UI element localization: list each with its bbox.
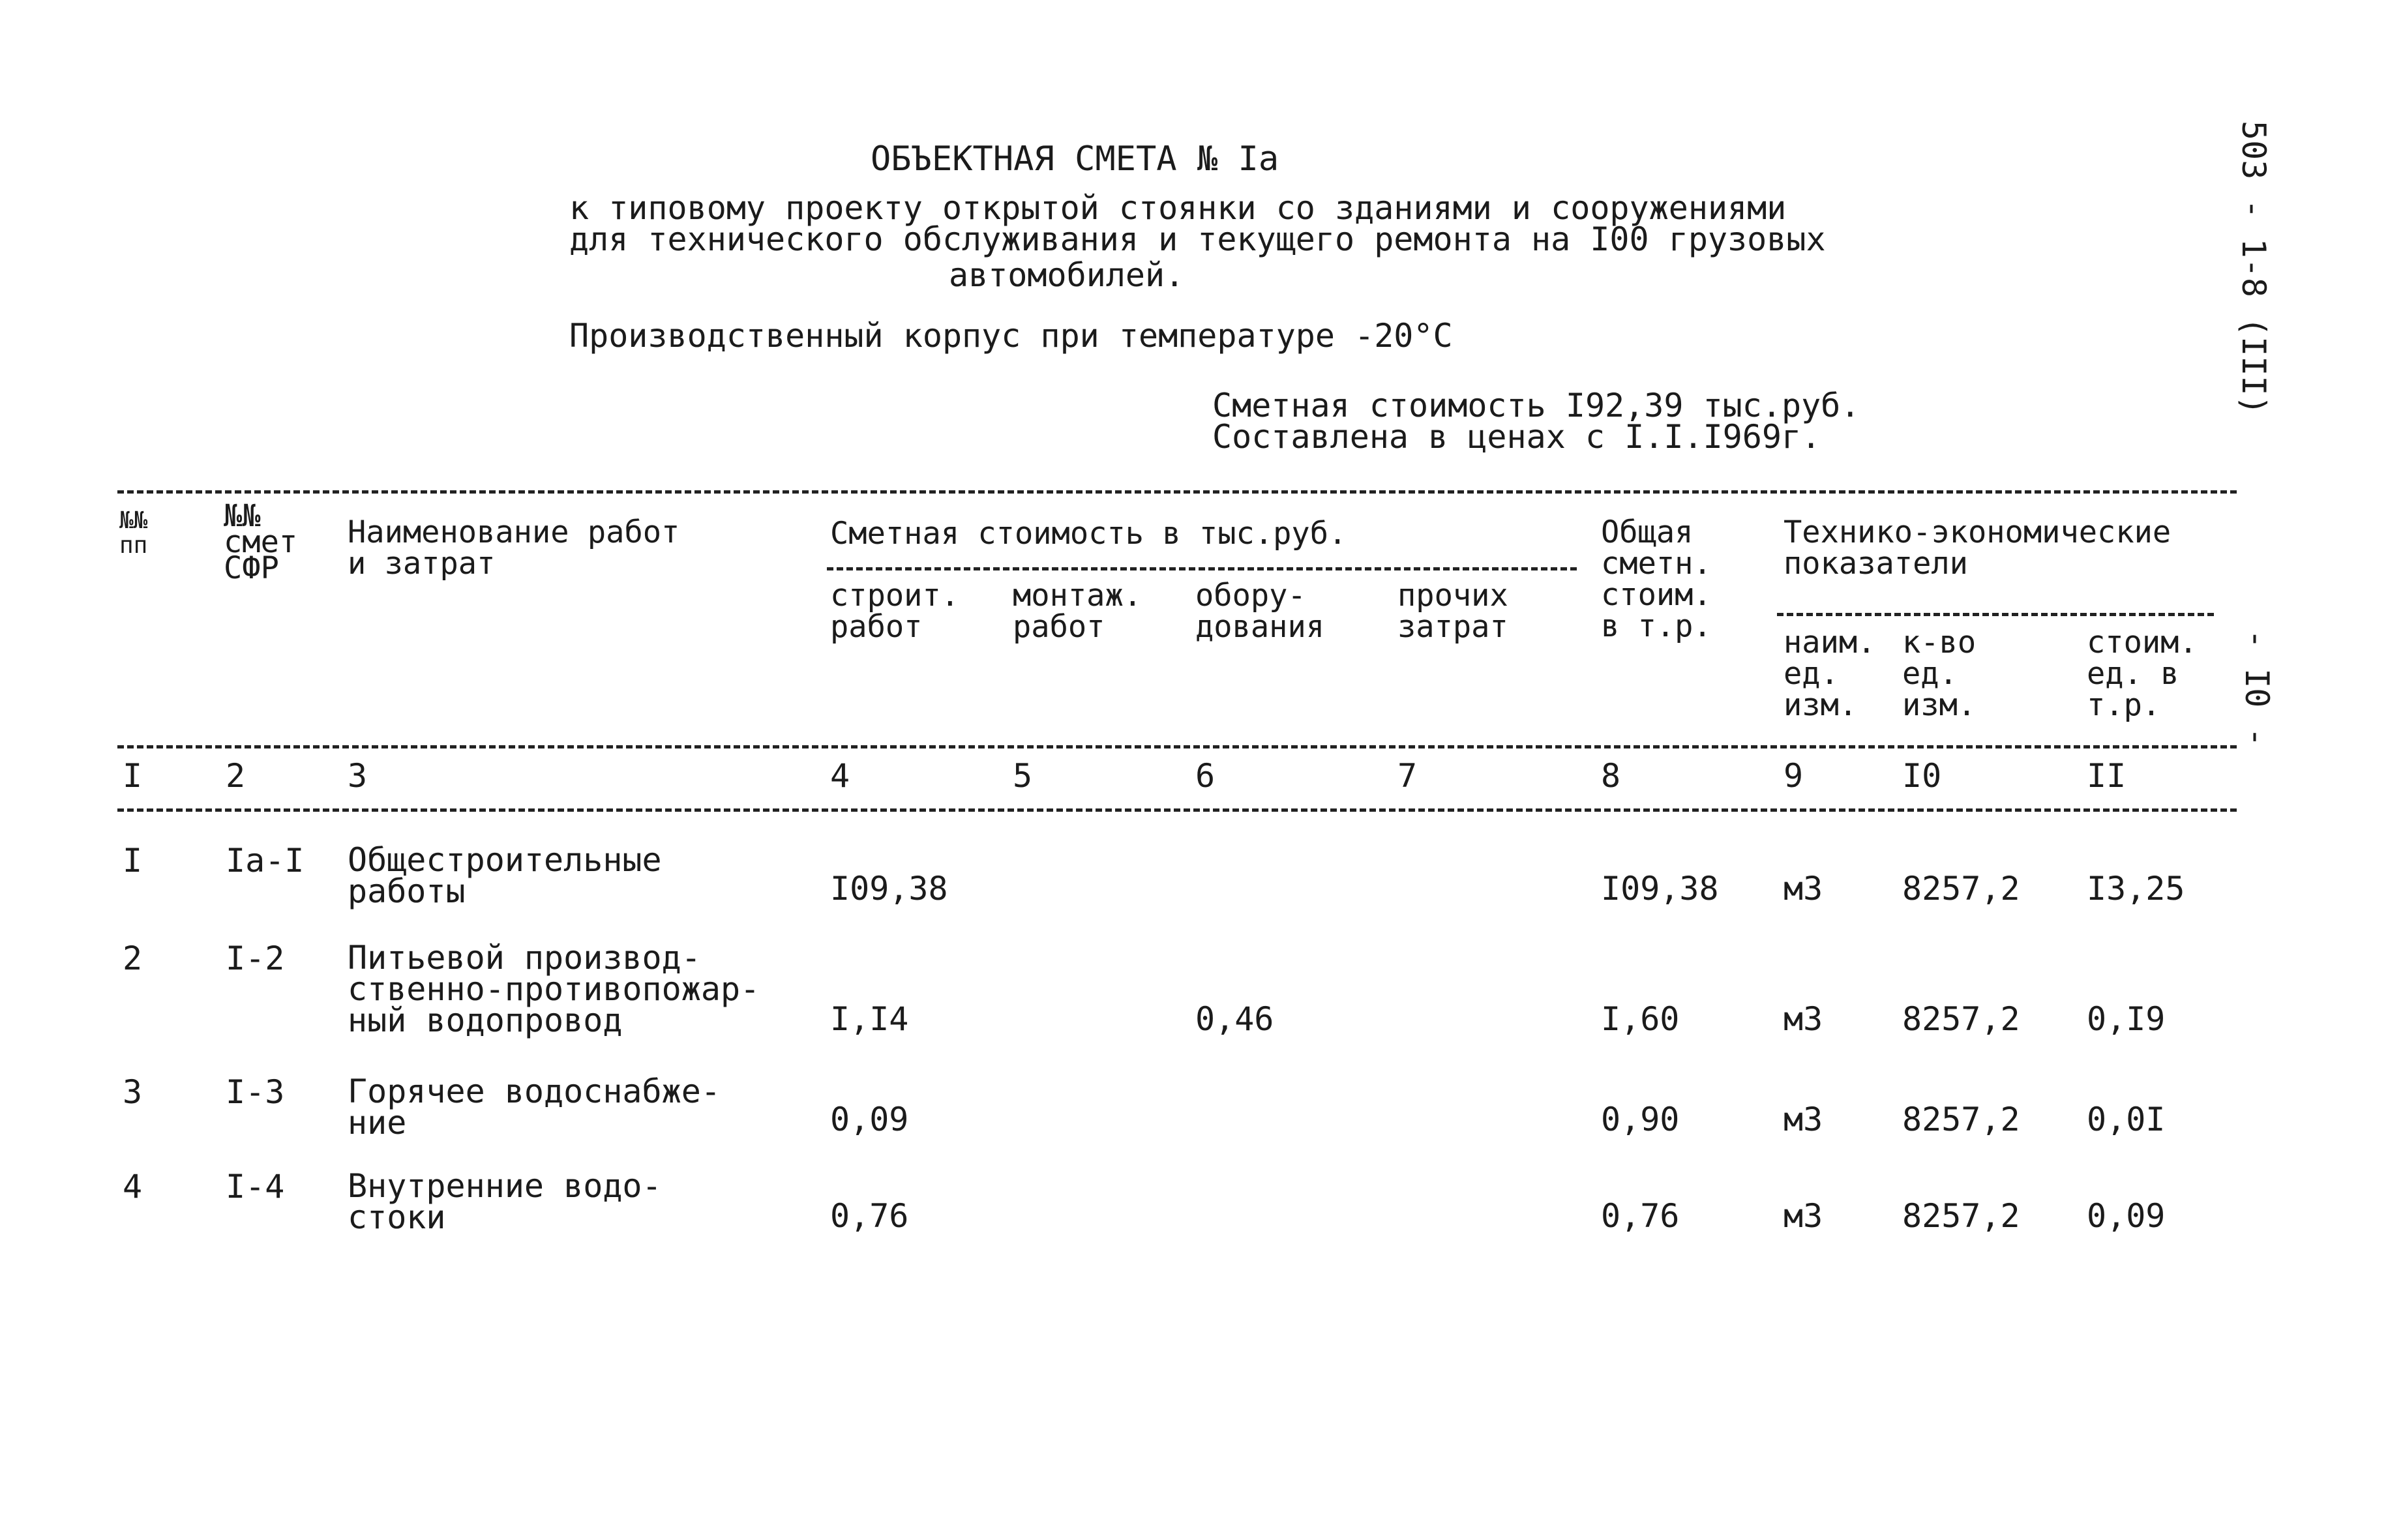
unit-cost: 0,09: [2087, 1197, 2166, 1235]
header-smeta-number: №№ смет СФР: [224, 498, 298, 586]
header-total: Общая сметн. стоим. в т.р.: [1601, 514, 1712, 644]
unit-name: м3: [1784, 1101, 1823, 1138]
smeta-number: I-2: [226, 940, 285, 977]
header-unit: наим. ед. изм.: [1784, 625, 1876, 723]
column-number: 3: [348, 757, 368, 795]
header-cost-group: Сметная стоимость в тыс.руб.: [830, 516, 1347, 552]
total-cost: I,60: [1601, 1000, 1680, 1038]
document-title: ОБЪЕКТНАЯ СМЕТА № Iа: [871, 140, 1279, 179]
construction-cost: 0,76: [830, 1197, 909, 1235]
header-quantity: к-во ед. изм.: [1902, 625, 1977, 723]
column-number: 5: [1013, 757, 1033, 795]
column-number: 2: [226, 757, 246, 795]
unit-name: м3: [1784, 1000, 1823, 1038]
header-equipment: обору- дования: [1195, 578, 1325, 645]
building-name: Производственный корпус при температуре -20°C: [569, 317, 1453, 355]
work-name: Общестроительные работы: [348, 841, 662, 910]
unit-cost: 0,0I: [2087, 1101, 2166, 1138]
column-number: 9: [1784, 757, 1804, 795]
column-number: I0: [1902, 757, 1942, 795]
unit-cost: I3,25: [2087, 870, 2185, 908]
unit-quantity: 8257,2: [1902, 1101, 2020, 1138]
row-number: 4: [123, 1168, 143, 1206]
unit-quantity: 8257,2: [1902, 870, 2020, 908]
equipment-cost: 0,46: [1195, 1000, 1274, 1038]
page-number: - I0 -: [2238, 629, 2276, 747]
document-subtitle-end: автомобилей.: [949, 256, 1185, 294]
total-cost: 0,76: [1601, 1197, 1680, 1235]
smeta-number: I-3: [226, 1073, 285, 1111]
header-tep-group: Технико-экономические показатели: [1784, 514, 2172, 582]
construction-cost: I09,38: [830, 870, 948, 908]
tep-group-rule: [1777, 613, 2214, 616]
column-number: 4: [830, 757, 850, 795]
unit-name: м3: [1784, 1197, 1823, 1235]
row-number: I: [123, 842, 143, 880]
unit-quantity: 8257,2: [1902, 1000, 2020, 1038]
column-number: II: [2087, 757, 2127, 795]
construction-cost: I,I4: [830, 1000, 909, 1038]
construction-cost: 0,09: [830, 1101, 909, 1138]
column-numbers-rule: [117, 808, 2237, 812]
price-basis: Составлена в ценах с I.I.I969г.: [1212, 418, 1821, 456]
unit-quantity: 8257,2: [1902, 1197, 2020, 1235]
work-name: Внутренние водо- стоки: [348, 1167, 662, 1236]
column-number: 7: [1397, 757, 1418, 795]
row-number: 3: [123, 1073, 143, 1111]
column-number: 8: [1601, 757, 1621, 795]
header-unit-cost: стоим. ед. в т.р.: [2087, 625, 2198, 723]
column-number: I: [123, 757, 143, 795]
unit-name: м3: [1784, 870, 1823, 908]
header-construction: строит. работ: [830, 578, 960, 645]
total-cost: 0,90: [1601, 1101, 1680, 1138]
header-row-number: №№ пп: [119, 507, 148, 559]
table-top-rule: [117, 490, 2237, 494]
margin-project-code: 503 - 1-8 (III): [2235, 121, 2273, 415]
work-name: Горячее водоснабже- ние: [348, 1073, 721, 1142]
total-cost: I09,38: [1601, 870, 1719, 908]
row-number: 2: [123, 940, 143, 977]
header-work-name: Наименование работ и затрат: [348, 514, 680, 582]
header-bottom-rule: [117, 745, 2237, 748]
document-subtitle: к типовому проекту открытой стоянки со зданиями и сооружениями для технического обслуживания и текущего ремонта на I00 грузовых: [569, 189, 1826, 258]
header-other: прочих затрат: [1397, 578, 1508, 645]
unit-cost: 0,I9: [2087, 1000, 2166, 1038]
smeta-number: I-4: [226, 1168, 285, 1206]
work-name: Питьевой производ- ственно-противопожар- ный водопровод: [348, 939, 760, 1039]
column-number: 6: [1195, 757, 1216, 795]
cost-group-rule: [827, 567, 1577, 570]
header-installation: монтаж. работ: [1013, 578, 1142, 645]
smeta-number: Iа-I: [226, 842, 305, 880]
estimated-cost: Сметная стоимость I92,39 тыс.руб.: [1212, 387, 1860, 424]
